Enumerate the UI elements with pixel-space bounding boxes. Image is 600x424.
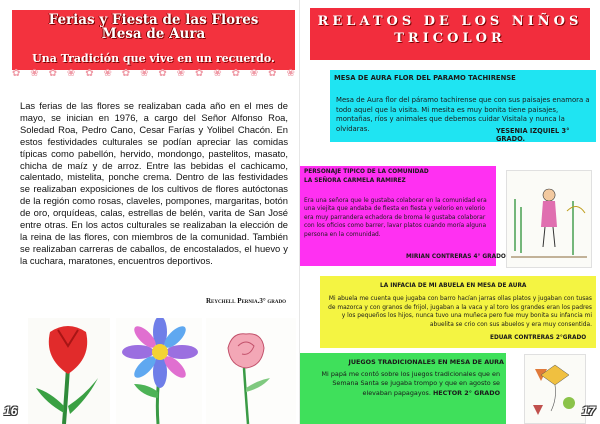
flower-icon: ❀ [249, 68, 259, 79]
story-text: Mi abuela me cuenta que jugaba con barro hacían jarras ollas platos y jugaban con tusas de mazorca y con granos de frijol, jugaban a la vaca y al toro los grandes eran los padres y los pequeños los hijos, nunca tuvo una muñeca pero fue muy bonita su infancia mi abuelita se crio con sus abuelos y era muy consentida. [328, 296, 592, 328]
flower-icon: ✿ [48, 68, 57, 79]
flower-icon: ✿ [268, 68, 277, 79]
page-title [12, 13, 295, 41]
page-title [310, 13, 590, 47]
story-text [304, 370, 500, 398]
flower-icon: ❀ [103, 68, 112, 79]
right-page [300, 0, 600, 424]
story-credit: HECTOR 2° GRADO [432, 388, 500, 397]
flower-icon: ✿ [231, 68, 240, 79]
title-line-1: RELATOS DE LOS NIÑOS [317, 14, 583, 29]
article-credit: Reychell Pernia.3° grado [205, 297, 286, 305]
story-credit: MIRIAN CONTRERAS 4° GRADO [406, 254, 506, 260]
flower-icon: ❀ [30, 68, 39, 79]
child-drawing-toys [524, 354, 586, 424]
flower-icon: ❀ [176, 68, 186, 79]
title-line-2: Mesa de Aura [101, 26, 206, 42]
story-text: Era una señora que le gustaba colaborar en la comunidad era una viejita que andaba de fiesta en fiesta y velorio en velorio era muy parrandera echadora de broma le gustaba colaborar con los oficios como barrer, lavar platos cuando moría alguna persona en la comunidad. [304, 198, 487, 238]
flower-icon: ❀ [213, 68, 222, 79]
rose-drawing [206, 318, 296, 424]
tulip-drawing [28, 318, 110, 424]
story-title-line-2: LA SEÑORA CARMELA RAMIREZ [304, 178, 406, 184]
article-body: Las ferias de las flores se realizaban cada año en el mes de mayo, se inician en 1976, a cargo del Señor Alfonso Roa, Soledad Roa, Pedro Cano, Cesar Farías y Yolibel Chacón. En estos festividades culturales se podían apreciar las comidas típicas como pabellón, hervido, mondongo, pastelitos, masato, chicha de maíz y de arroz. Entre las bebidas el cachicamo, calentado, mistelita, ponche crema. Dentro de las festividades se realizaban exposiciones de los cultivos de flores autóctonas de la región como rosas, claveles, pompones, margaritas, botón de oro, orquídeas, calas, estrellas de belén, varita de San José entre otras. En los actos culturales se realizaban la elección de la reina de las flores, con miembros de la comunidad. También se realizaban carreras de caballos, de encostalados, el huevo y la cuchara, maratones, encuentros deportivos. [20, 100, 288, 266]
story-credit: YESENIA IZQUIEL 3° GRADO. [496, 127, 570, 143]
story-text-body: Mi papá me contó sobre los juegos tradicionales que en Semana Santa se jugaba trompo y que en agosto se elevaban papagayos. [321, 370, 500, 397]
flower-icon: ✿ [12, 68, 21, 79]
flower-icon: ✿ [121, 68, 131, 79]
flower-border [12, 68, 295, 80]
story-credit: EDUAR CONTRERAS 2°GRADO [490, 335, 587, 341]
page-number: 17 [582, 404, 596, 418]
flower-icon: ✿ [85, 68, 94, 79]
page-number: 16 [4, 404, 18, 418]
page-subtitle: Una Tradición que vive en un recuerdo. [32, 52, 275, 65]
daisy-drawing [116, 318, 202, 424]
story-title: MESA DE AURA FLOR DEL PARAMO TACHIRENSE [334, 74, 516, 82]
flower-icon: ❀ [140, 68, 149, 79]
child-drawing-person [506, 170, 592, 268]
flower-icon: ❀ [66, 68, 76, 79]
flower-icon: ❀ [286, 68, 295, 79]
story-title [304, 168, 494, 186]
story-title: JUEGOS TRADICIONALES EN MESA DE AURA [348, 358, 504, 366]
story-text: Mesa de Aura flor del páramo tachirense que con sus paisajes enamora a todo aquel que la visita. Mi mesita es muy bonita tiene paisajes, montañas, ríos y animales que debemos cuidar Visitala y nunca la olvidaras. [336, 96, 590, 133]
flower-icon: ✿ [158, 68, 167, 79]
story-title-line-1: PERSONAJE TIPICO DE LA COMUNIDAD [304, 169, 429, 175]
story-title: LA INFACIA DE MI ABUELA EN MESA DE AURA [380, 283, 527, 289]
title-line-1: Ferias y Fiesta de las Flores [48, 12, 259, 28]
title-line-2: TRICOLOR [394, 31, 506, 46]
flower-icon: ✿ [194, 68, 204, 79]
